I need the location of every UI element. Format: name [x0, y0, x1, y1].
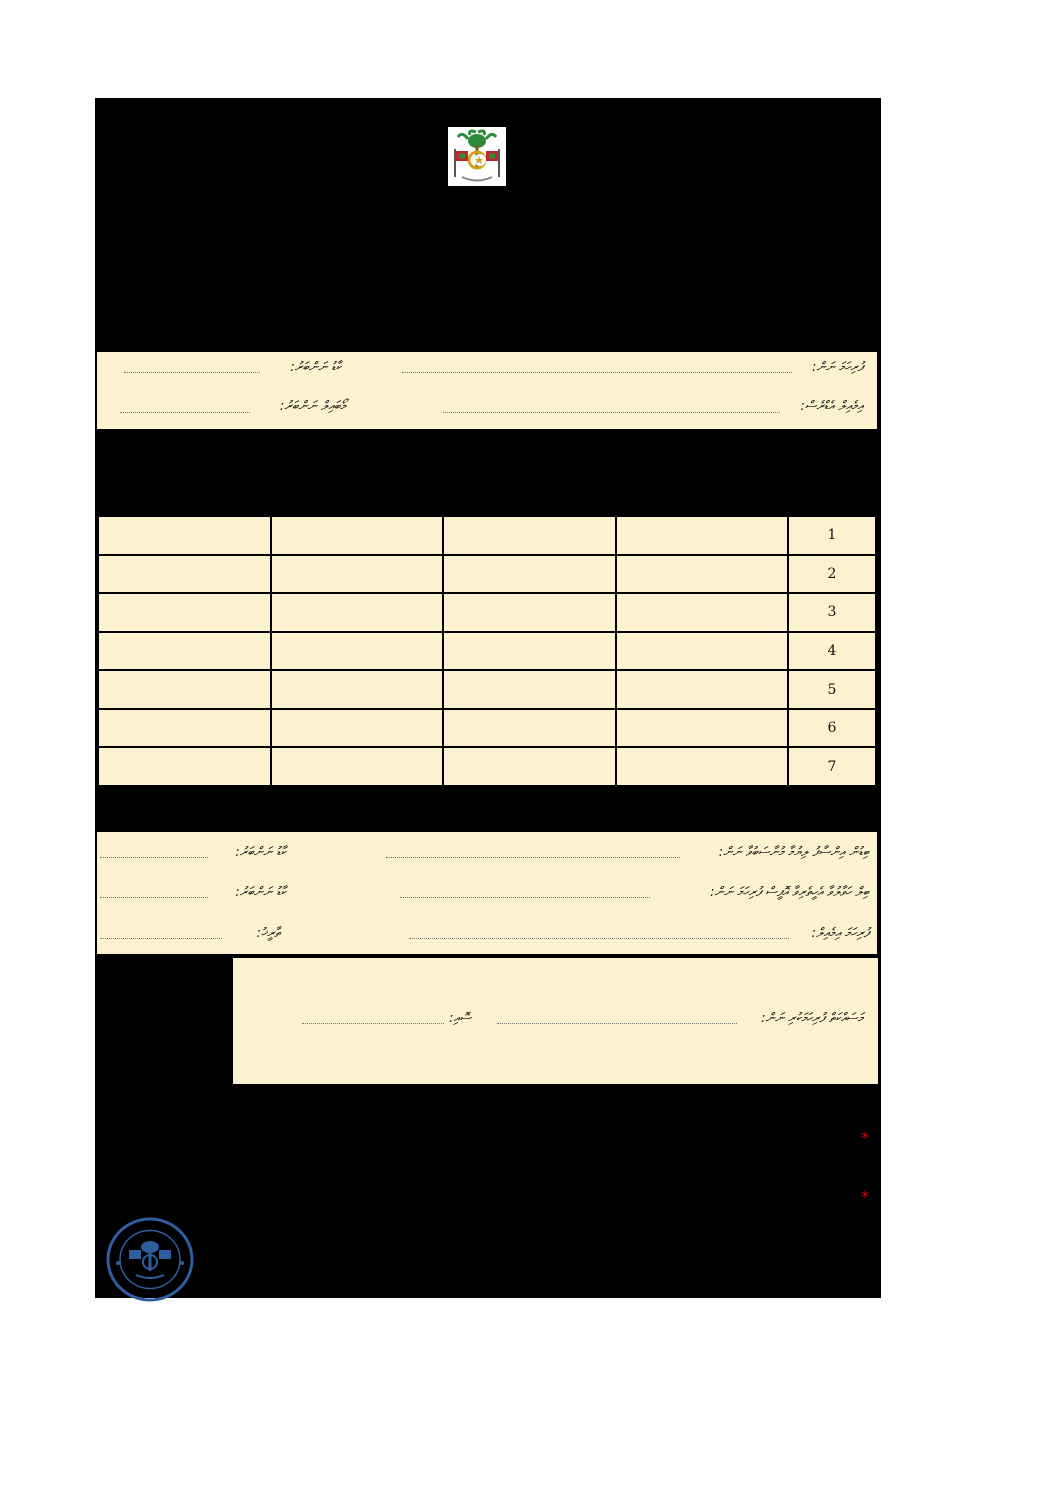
table-cell[interactable]: [98, 747, 271, 786]
table-row: [98, 709, 876, 748]
table-row: [98, 670, 876, 709]
table-row: [98, 516, 876, 555]
applicant-email-field[interactable]: [443, 412, 780, 413]
table-cell[interactable]: [443, 747, 616, 786]
note-marker-1: *: [861, 1128, 869, 1147]
table-cell[interactable]: [271, 632, 444, 671]
officer-row1-id-label: ކާޑު ނަންބަރު:: [235, 845, 286, 860]
signature-sign-field[interactable]: [302, 1023, 444, 1024]
table-cell[interactable]: [616, 747, 789, 786]
officer-row3-date-field[interactable]: [100, 938, 222, 939]
applicant-phone-label: މޯބައިލް ނަންބަރު:: [279, 399, 346, 414]
table-cell[interactable]: [271, 516, 444, 555]
table-cell[interactable]: [443, 670, 616, 709]
table-cell[interactable]: [443, 593, 616, 632]
signature-name-label: މަސައްކަތް ފުރިހަމަކުރި ނަން:: [761, 1011, 863, 1026]
table-cell[interactable]: [98, 555, 271, 594]
applicant-phone-field[interactable]: [120, 412, 250, 413]
table-cell[interactable]: [616, 593, 789, 632]
table-cell[interactable]: [616, 709, 789, 748]
officer-row3-field[interactable]: [409, 938, 789, 939]
officer-row1-label: ބިޑުން އިންސާފު ލިޔުމާ މުނާސަބުވާ ނަން:: [718, 845, 869, 860]
applicant-email-label: އިމެއިލް އެޑްރެސް:: [800, 399, 863, 414]
table-cell[interactable]: [443, 516, 616, 555]
applicant-name-field[interactable]: [402, 372, 792, 373]
table-row: [98, 747, 876, 786]
applicant-name-label: ފުރިހަމަ ނަން:: [811, 360, 863, 375]
note-marker-2: *: [861, 1187, 869, 1206]
state-emblem: [448, 127, 506, 186]
row-number: 5: [788, 670, 876, 709]
row-number: 6: [788, 709, 876, 748]
table-row: [98, 593, 876, 632]
officer-row2-id-label: ކާޑު ނަންބަރު:: [235, 885, 286, 900]
table-cell[interactable]: [443, 632, 616, 671]
row-number: 2: [788, 555, 876, 594]
table-cell[interactable]: [98, 670, 271, 709]
row-number: 3: [788, 593, 876, 632]
table-cell[interactable]: [616, 670, 789, 709]
table-cell[interactable]: [271, 593, 444, 632]
table-cell[interactable]: [271, 747, 444, 786]
row-number: 7: [788, 747, 876, 786]
table-cell[interactable]: [616, 632, 789, 671]
table-cell[interactable]: [443, 709, 616, 748]
table-cell[interactable]: [616, 516, 789, 555]
table-cell[interactable]: [271, 555, 444, 594]
officer-row3-date-label: ތާރީޚު:: [256, 926, 280, 941]
row-number: 4: [788, 632, 876, 671]
table-cell[interactable]: [98, 593, 271, 632]
table-cell[interactable]: [98, 516, 271, 555]
official-stamp: [106, 1217, 194, 1302]
table-row: [98, 632, 876, 671]
table-cell[interactable]: [443, 555, 616, 594]
table-row: [98, 555, 876, 594]
table-cell[interactable]: [98, 709, 271, 748]
table-cell[interactable]: [271, 709, 444, 748]
table-cell[interactable]: [98, 632, 271, 671]
table-cell[interactable]: [271, 670, 444, 709]
officer-row1-id-field[interactable]: [100, 857, 208, 858]
signature-name-field[interactable]: [497, 1023, 737, 1024]
signature-sign-label: ސޮއި:: [449, 1011, 471, 1026]
row-number: 1: [788, 516, 876, 555]
officer-row3-label: ފުރިހަމަ އިމެއިލް:: [811, 926, 869, 941]
items-table: [97, 515, 877, 787]
applicant-id-field[interactable]: [124, 372, 260, 373]
applicant-panel: [97, 352, 877, 429]
officer-row2-id-field[interactable]: [100, 897, 208, 898]
table-cell[interactable]: [616, 555, 789, 594]
officer-row2-label: ބިލް ހަވާލުވާ އެހީތެރިވާ އޮފީސް ފުރިހަމަ ނަން:: [710, 885, 869, 900]
applicant-id-label: ކާޑު ނަންބަރު:: [290, 360, 341, 375]
officer-row2-field[interactable]: [400, 897, 650, 898]
officer-row1-field[interactable]: [386, 857, 680, 858]
